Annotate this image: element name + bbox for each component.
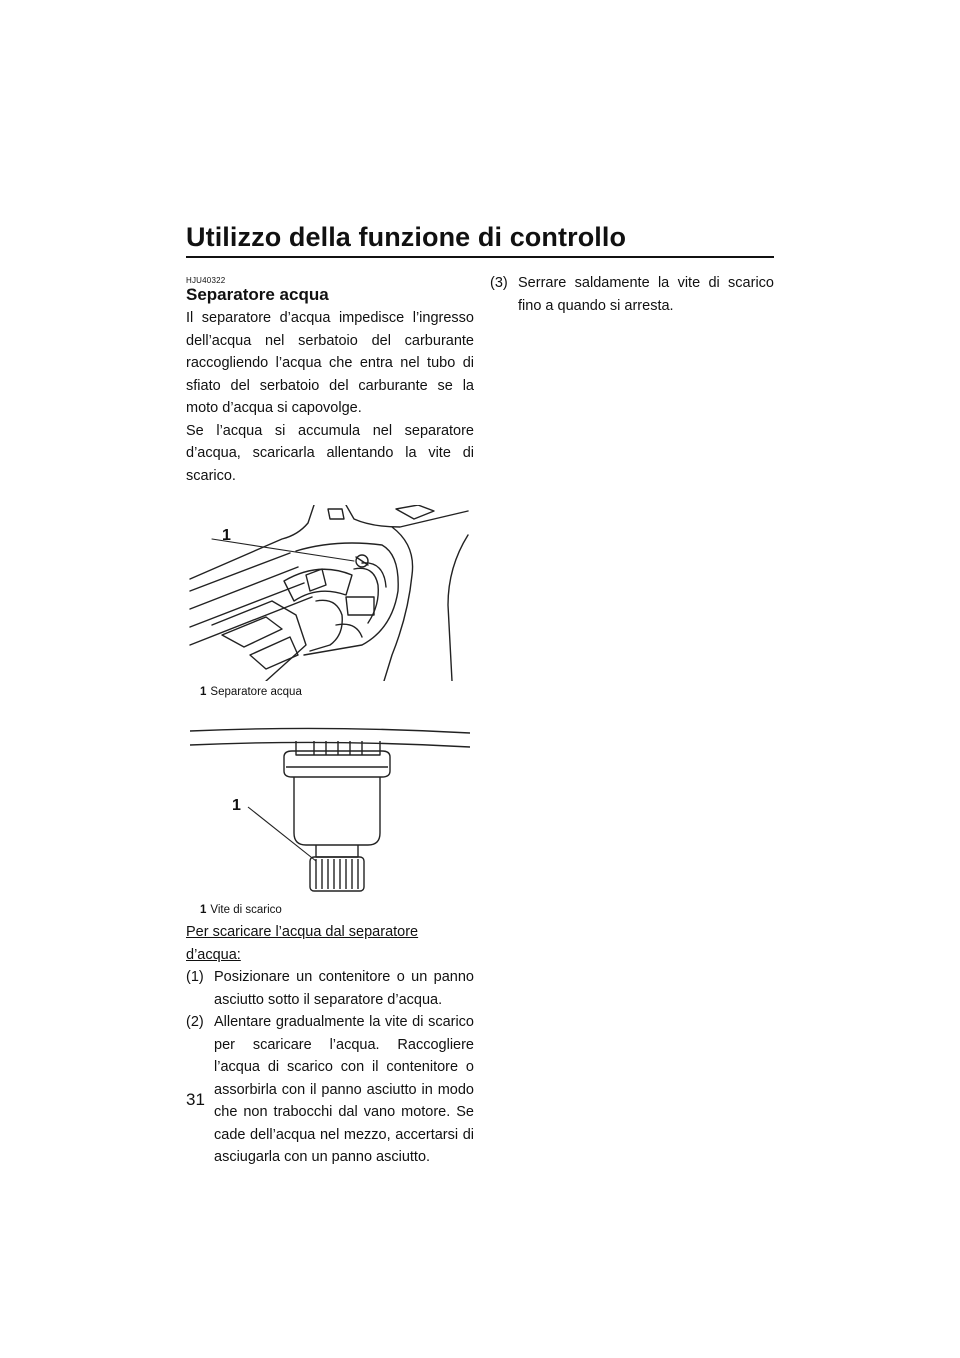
- right-column: [490, 272, 774, 317]
- procedure-step-1: [186, 966, 474, 1011]
- figure2-caption: [186, 903, 474, 917]
- water-separator-figure: [186, 505, 474, 681]
- accumulation-paragraph: Se l’acqua si accumula nel separatore d’acqua, scaricarla allentando la vite di scarico.: [186, 422, 474, 484]
- drain-screw-figure: [186, 723, 474, 899]
- page-title: Utilizzo della funzione di controllo: [186, 222, 627, 252]
- procedure-heading: Per scaricare l’acqua dal separatore d’acqua:: [186, 924, 419, 963]
- figure1-caption: [186, 685, 474, 699]
- section-title: Separatore acqua: [186, 285, 329, 304]
- page-number: 31: [186, 1090, 205, 1109]
- section-code: HJU40322: [186, 276, 226, 285]
- figure2-caption-text: Vite di scarico: [210, 904, 282, 916]
- left-column: [186, 276, 474, 1169]
- figure2-callout: 1: [232, 797, 241, 814]
- figure1-caption-number: 1: [200, 686, 207, 698]
- step-text: Allentare gradualmente la vite di scarico per scaricare l’acqua. Raccogliere l’acqua di scarico con il contenitore o assorbirla con il panno asciutto in modo che non trabocchi dal vano motore. Se cade dell’acqua nel mezzo, accertarsi di asciugarla con un panno asciutto.: [214, 1014, 474, 1165]
- step-number: (1): [186, 969, 204, 985]
- figure1-caption-text: Separatore acqua: [210, 686, 302, 698]
- step-number: (2): [186, 1014, 204, 1030]
- step-text: Posizionare un contenitore o un panno asciutto sotto il separatore d’acqua.: [214, 969, 474, 1008]
- intro-paragraph: Il separatore d’acqua impedisce l’ingresso dell’acqua nel serbatoio del carburante raccogliendo l’acqua che entra nel tubo di sfiato del serbatoio del carburante se la moto d’acqua si capovolge.: [186, 310, 474, 416]
- step-number: (3): [490, 275, 508, 291]
- drain-screw-illustration: [186, 723, 474, 899]
- procedure-step-3: [490, 272, 774, 317]
- procedure-step-2: [186, 1011, 474, 1169]
- step-text: Serrare saldamente la vite di scarico fino a quando si arresta.: [518, 275, 774, 314]
- header-rule: [186, 256, 774, 258]
- figure1-callout: 1: [222, 527, 231, 544]
- figure2-caption-number: 1: [200, 904, 207, 916]
